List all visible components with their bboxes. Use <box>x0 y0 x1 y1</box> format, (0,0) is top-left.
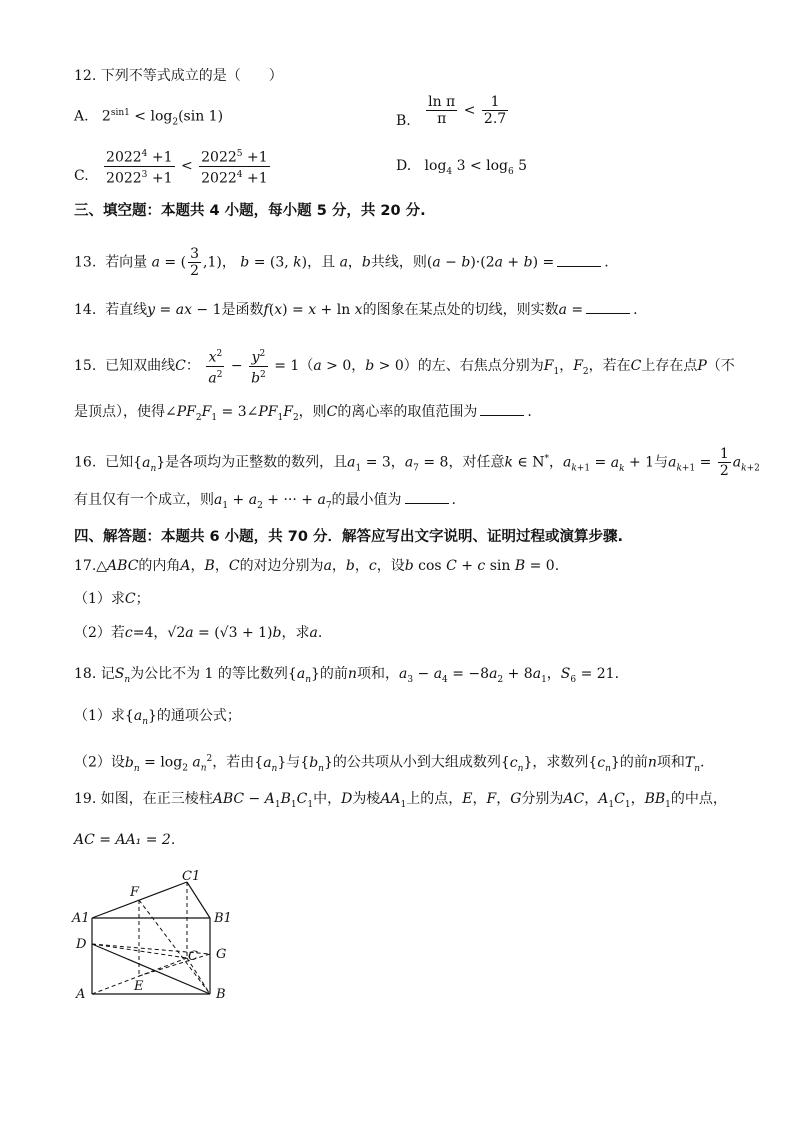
q16-line1: 16. 已知$\{a_n\}$是各项均为正整数的数列，且$a_1 = 3$，$a_7 = 8$，对任意k ∈ N*，$a_{k+1} = a_k + 1$与$a_{k+1}$ = $\frac{1}{2}$ $a_{k+2}$ <box>74 446 760 479</box>
q14-answer-blank[interactable] <box>586 301 630 314</box>
label-c1: C1 <box>182 869 201 884</box>
q12-stem: 12. 下列不等式成立的是（ ） <box>74 68 283 84</box>
q17-stem: 17.△ABC的内角A，B，C的对边分别为a，b，c，设b cos C + c sin B = 0. <box>74 558 560 574</box>
q15-line2: 是顶点），使得$\angle PF_2F_1$ = $3\angle PF_1F_2$，则C的离心率的取值范围为 . <box>74 404 532 423</box>
q18-stem: 18. 记$S_n$为公比不为 1 的等比数列$\{a_n\}$的前n项和，$a_3 - a_4 = -8a_2 + 8a_1$，$S_6 = 21$. <box>74 666 620 685</box>
label-a1: A1 <box>72 911 90 926</box>
section-3-heading: 三、填空题：本题共 4 小题，每小题 5 分，共 20 分. <box>74 203 426 219</box>
q17-part1: （1）求C； <box>74 591 150 607</box>
q15-line1: 15. 已知双曲线C： $\frac{x^2}{a^2}$ − $\frac{y^2}{b^2}$ = 1（a > 0，b > 0）的左、右焦点分别为$F_1$，$F_2$，若在C上存在点P（不 <box>74 346 735 386</box>
q15-answer-blank[interactable] <box>480 403 524 416</box>
label-b: B <box>216 987 226 1002</box>
label-e: E <box>134 979 144 994</box>
label-c: C <box>188 949 198 964</box>
q16-answer-blank[interactable] <box>405 491 449 504</box>
label-a: A <box>76 987 86 1002</box>
q14: 14. 若直线y = ax − 1是函数f(x) = x + ln x的图象在某点处的切线，则实数a = . <box>74 302 638 318</box>
q16-line2: 有且仅有一个成立，则$a_1 + a_2$ + ··· + $a_7$的最小值为 . <box>74 492 456 511</box>
q19-condition: AC = AA₁ = 2. <box>74 832 176 848</box>
q12-option-c: C. $\frac{2022^4 +1}{2022^3 +1}$ < $\frac{2022^5 +1}{2022^4 +1}$ <box>74 146 272 186</box>
q18-part1: （1）求$\{a_n\}$的通项公式； <box>74 708 241 727</box>
q13: 13. 若向量 a = ( $\frac{3}{2}$ ,1)， b = (3, k)，且 a，b共线，则(a − b)·(2a + b) = . <box>74 246 609 279</box>
q13-answer-blank[interactable] <box>557 254 601 267</box>
label-d: D <box>76 937 87 952</box>
section-4-heading: 四、解答题：本题共 6 小题，共 70 分．解答应写出文字说明、证明过程或演算步骤. <box>74 529 623 545</box>
q12-option-a: A. $2^{sin1} < \log_2(\sin$ 1) <box>74 108 224 128</box>
q19-stem: 19. 如图，在正三棱柱ABC − $A_1B_1C_1$中，D为棱$AA_1$上的点，E，F，G分别为AC，$A_1C_1$，$BB_1$的中点， <box>74 791 727 810</box>
q12-option-d: D. $\log_4 3 < \log_6 5$ <box>396 158 528 177</box>
q18-part2: （2）设$b_n = \log_2 a_n^2$，若由$\{a_n\}$与$\{b_n\}$的公共项从小到大组成数列$\{c_n\}$，求数列$\{c_n\}$的前n项和$T_n$. <box>74 754 705 774</box>
q12-option-b: B. $\frac{\text{ln π}}{\pi}$ < $\frac{1}{2.7}$ <box>396 94 507 129</box>
label-b1: B1 <box>214 911 232 926</box>
q17-part2: （2）若c=4，√2a = (√3 + 1)b，求a. <box>74 625 323 641</box>
label-g: G <box>216 947 227 962</box>
label-f: F <box>130 885 140 900</box>
prism-figure <box>70 866 240 1006</box>
